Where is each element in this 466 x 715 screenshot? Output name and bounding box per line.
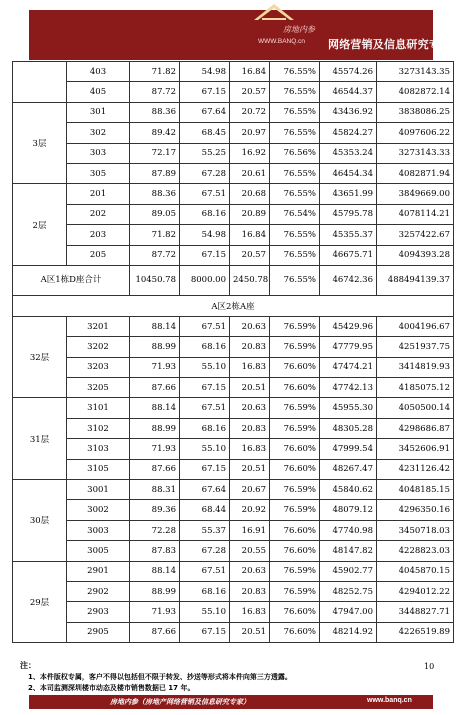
- cell-rate: 76.59%: [270, 500, 320, 520]
- cell-rate: 76.55%: [270, 245, 320, 265]
- table-row: [13, 245, 454, 265]
- cell-rate: 76.54%: [270, 204, 320, 224]
- cell-total: 4294012.22: [377, 581, 454, 601]
- unit-price-table: [12, 61, 454, 643]
- cell-price: 46544.37: [320, 82, 377, 102]
- table-row: [13, 418, 454, 438]
- cell-v1: 89.36: [130, 500, 180, 520]
- cell-price: 45955.30: [320, 398, 377, 418]
- cell-v2: 67.15: [180, 459, 230, 479]
- table-row: [13, 225, 454, 245]
- cell-rate: 76.59%: [270, 337, 320, 357]
- cell-rate: 76.55%: [270, 62, 320, 82]
- header-banner: [29, 10, 433, 60]
- room-number: 3102: [67, 418, 130, 438]
- cell-price: 48214.92: [320, 622, 377, 642]
- room-number: 3203: [67, 357, 130, 377]
- subtotal-v1: 10450.78: [130, 265, 180, 295]
- cell-v3: 16.91: [230, 520, 270, 540]
- note-line-1: 1、本件版权专属，客户不得以包括但不限于转发、抄送等形式将本件向第三方透露。: [28, 673, 292, 681]
- cell-v1: 72.17: [130, 143, 180, 163]
- cell-v2: 68.16: [180, 418, 230, 438]
- cell-rate: 76.60%: [270, 602, 320, 622]
- note-line-2: 2、本司监测深圳楼市动态及楼市销售数据已 17 年。: [28, 684, 195, 692]
- cell-rate: 76.55%: [270, 82, 320, 102]
- cell-price: 48305.28: [320, 418, 377, 438]
- room-number: 3002: [67, 500, 130, 520]
- cell-rate: 76.55%: [270, 123, 320, 143]
- cell-total: 3414819.93: [377, 357, 454, 377]
- table-row: [13, 163, 454, 183]
- cell-v1: 89.05: [130, 204, 180, 224]
- cell-total: 3273143.33: [377, 143, 454, 163]
- cell-v3: 20.57: [230, 245, 270, 265]
- cell-v1: 71.93: [130, 602, 180, 622]
- cell-v1: 88.14: [130, 398, 180, 418]
- cell-v2: 67.51: [180, 561, 230, 581]
- cell-v3: 20.51: [230, 378, 270, 398]
- floor-cell: 32层: [13, 316, 67, 398]
- cell-total: 3257422.67: [377, 225, 454, 245]
- table-row: [13, 581, 454, 601]
- cell-total: 3452606.91: [377, 439, 454, 459]
- subtotal-label: A区1栋D座合计: [13, 265, 130, 295]
- cell-total: 4078114.21: [377, 204, 454, 224]
- cell-v2: 68.45: [180, 123, 230, 143]
- cell-price: 47474.21: [320, 357, 377, 377]
- table-row: [13, 520, 454, 540]
- cell-price: 47947.00: [320, 602, 377, 622]
- table-row: [13, 541, 454, 561]
- cell-total: 3450718.03: [377, 520, 454, 540]
- cell-v1: 88.14: [130, 316, 180, 336]
- floor-cell: 31层: [13, 398, 67, 480]
- room-number: 403: [67, 62, 130, 82]
- section-title-row: [13, 295, 454, 316]
- cell-v1: 88.31: [130, 480, 180, 500]
- cell-v3: 16.92: [230, 143, 270, 163]
- cell-price: 45355.37: [320, 225, 377, 245]
- cell-v2: 67.64: [180, 480, 230, 500]
- room-number: 205: [67, 245, 130, 265]
- cell-total: 4045870.15: [377, 561, 454, 581]
- floor-cell: 30层: [13, 480, 67, 562]
- brand-name: 房地内参: [283, 25, 315, 34]
- room-number: 2902: [67, 581, 130, 601]
- cell-v3: 20.63: [230, 561, 270, 581]
- cell-v2: 67.28: [180, 163, 230, 183]
- cell-v1: 88.36: [130, 184, 180, 204]
- room-number: 2903: [67, 602, 130, 622]
- cell-v3: 20.61: [230, 163, 270, 183]
- cell-total: 4050500.14: [377, 398, 454, 418]
- cell-v1: 87.83: [130, 541, 180, 561]
- cell-rate: 76.55%: [270, 225, 320, 245]
- cell-v2: 55.10: [180, 439, 230, 459]
- footer-text: 房地内参（房地产网络营销及信息研究专家）: [110, 698, 250, 706]
- cell-v3: 20.92: [230, 500, 270, 520]
- room-number: 3001: [67, 480, 130, 500]
- cell-rate: 76.59%: [270, 561, 320, 581]
- cell-price: 47740.98: [320, 520, 377, 540]
- cell-price: 45353.24: [320, 143, 377, 163]
- room-number: 2905: [67, 622, 130, 642]
- cell-price: 45429.96: [320, 316, 377, 336]
- cell-rate: 76.59%: [270, 480, 320, 500]
- footer-url[interactable]: www.banq.cn: [367, 697, 412, 704]
- cell-rate: 76.60%: [270, 378, 320, 398]
- cell-v2: 68.16: [180, 337, 230, 357]
- cell-rate: 76.60%: [270, 357, 320, 377]
- brand-title: 网络营销及信息研究专家: [328, 38, 452, 51]
- cell-price: 45902.77: [320, 561, 377, 581]
- room-number: 3103: [67, 439, 130, 459]
- cell-v2: 67.15: [180, 245, 230, 265]
- subtotal-v3: 2450.78: [230, 265, 270, 295]
- table-row: [13, 500, 454, 520]
- cell-total: 4082872.14: [377, 82, 454, 102]
- table-row: [13, 561, 454, 581]
- cell-v3: 20.83: [230, 418, 270, 438]
- cell-rate: 76.59%: [270, 398, 320, 418]
- cell-total: 4004196.67: [377, 316, 454, 336]
- cell-v2: 68.44: [180, 500, 230, 520]
- cell-total: 3448827.71: [377, 602, 454, 622]
- cell-v1: 71.82: [130, 225, 180, 245]
- brand-url: WWW.BANQ.cn: [258, 38, 305, 45]
- cell-price: 48079.12: [320, 500, 377, 520]
- cell-rate: 76.60%: [270, 439, 320, 459]
- cell-v2: 67.15: [180, 622, 230, 642]
- cell-price: 45795.78: [320, 204, 377, 224]
- room-number: 303: [67, 143, 130, 163]
- cell-v3: 20.51: [230, 622, 270, 642]
- cell-price: 43436.92: [320, 102, 377, 122]
- table-row: [13, 378, 454, 398]
- table-row: [13, 143, 454, 163]
- cell-v3: 20.55: [230, 541, 270, 561]
- room-number: 202: [67, 204, 130, 224]
- cell-v2: 54.98: [180, 62, 230, 82]
- cell-v1: 71.93: [130, 439, 180, 459]
- cell-total: 3849669.00: [377, 184, 454, 204]
- floor-cell: 2层: [13, 184, 67, 266]
- room-number: 305: [67, 163, 130, 183]
- cell-rate: 76.59%: [270, 581, 320, 601]
- cell-v2: 55.37: [180, 520, 230, 540]
- cell-v3: 20.57: [230, 82, 270, 102]
- room-number: 301: [67, 102, 130, 122]
- cell-v1: 72.28: [130, 520, 180, 540]
- room-number: 3101: [67, 398, 130, 418]
- table-row: [13, 184, 454, 204]
- table-row: [13, 62, 454, 82]
- cell-v3: 20.72: [230, 102, 270, 122]
- table-row: [13, 622, 454, 642]
- cell-v3: 20.63: [230, 316, 270, 336]
- cell-total: 4082871.94: [377, 163, 454, 183]
- cell-v1: 87.72: [130, 82, 180, 102]
- cell-v3: 20.63: [230, 398, 270, 418]
- cell-price: 47779.95: [320, 337, 377, 357]
- cell-v1: 88.36: [130, 102, 180, 122]
- cell-v1: 88.99: [130, 581, 180, 601]
- cell-total: 3273143.35: [377, 62, 454, 82]
- cell-v2: 55.10: [180, 357, 230, 377]
- cell-rate: 76.56%: [270, 143, 320, 163]
- cell-total: 4185075.12: [377, 378, 454, 398]
- cell-v1: 89.42: [130, 123, 180, 143]
- cell-rate: 76.59%: [270, 418, 320, 438]
- room-number: 3105: [67, 459, 130, 479]
- cell-total: 4094393.28: [377, 245, 454, 265]
- cell-price: 48267.47: [320, 459, 377, 479]
- table-row: [13, 439, 454, 459]
- cell-v2: 54.98: [180, 225, 230, 245]
- cell-v1: 87.66: [130, 622, 180, 642]
- cell-rate: 76.55%: [270, 163, 320, 183]
- cell-v1: 87.66: [130, 378, 180, 398]
- cell-v3: 16.83: [230, 602, 270, 622]
- section-title: A区2栋A座: [13, 295, 454, 316]
- cell-v3: 20.97: [230, 123, 270, 143]
- cell-price: 43651.99: [320, 184, 377, 204]
- room-number: 3205: [67, 378, 130, 398]
- cell-rate: 76.60%: [270, 541, 320, 561]
- room-number: 3202: [67, 337, 130, 357]
- cell-rate: 76.60%: [270, 459, 320, 479]
- cell-v2: 67.28: [180, 541, 230, 561]
- table-row: [13, 398, 454, 418]
- cell-v2: 68.16: [180, 581, 230, 601]
- cell-price: 47742.13: [320, 378, 377, 398]
- cell-v3: 20.83: [230, 581, 270, 601]
- cell-v2: 67.51: [180, 316, 230, 336]
- cell-v2: 55.25: [180, 143, 230, 163]
- cell-v3: 16.83: [230, 439, 270, 459]
- cell-rate: 76.59%: [270, 316, 320, 336]
- cell-price: 45574.26: [320, 62, 377, 82]
- table-row: [13, 316, 454, 336]
- cell-price: 45840.62: [320, 480, 377, 500]
- cell-v3: 20.89: [230, 204, 270, 224]
- notes-title: 注：: [20, 661, 36, 670]
- cell-total: 4048185.15: [377, 480, 454, 500]
- cell-v2: 67.15: [180, 378, 230, 398]
- cell-v1: 71.82: [130, 62, 180, 82]
- table-row: [13, 204, 454, 224]
- cell-v1: 87.89: [130, 163, 180, 183]
- cell-v2: 68.16: [180, 204, 230, 224]
- table-row: [13, 480, 454, 500]
- table-row: [13, 82, 454, 102]
- cell-total: 4226519.89: [377, 622, 454, 642]
- cell-v3: 16.84: [230, 225, 270, 245]
- floor-cell: [13, 62, 67, 103]
- subtotal-rate: 76.55%: [270, 265, 320, 295]
- cell-rate: 76.55%: [270, 102, 320, 122]
- cell-total: 4231126.42: [377, 459, 454, 479]
- cell-v2: 67.51: [180, 184, 230, 204]
- cell-v3: 20.68: [230, 184, 270, 204]
- cell-rate: 76.60%: [270, 622, 320, 642]
- cell-rate: 76.60%: [270, 520, 320, 540]
- cell-total: 4097606.22: [377, 123, 454, 143]
- table-row: [13, 337, 454, 357]
- cell-v1: 87.72: [130, 245, 180, 265]
- subtotal-v2: 8000.00: [180, 265, 230, 295]
- table-row: [13, 459, 454, 479]
- subtotal-total: 488494139.37: [377, 265, 454, 295]
- cell-total: 4228823.03: [377, 541, 454, 561]
- room-number: 3003: [67, 520, 130, 540]
- cell-total: 3838086.25: [377, 102, 454, 122]
- cell-v1: 88.14: [130, 561, 180, 581]
- floor-cell: 29层: [13, 561, 67, 643]
- cell-v3: 20.83: [230, 337, 270, 357]
- room-number: 2901: [67, 561, 130, 581]
- cell-v1: 71.93: [130, 357, 180, 377]
- table-row: [13, 602, 454, 622]
- room-number: 203: [67, 225, 130, 245]
- cell-v3: 20.51: [230, 459, 270, 479]
- table-row: [13, 123, 454, 143]
- room-number: 302: [67, 123, 130, 143]
- cell-price: 46454.34: [320, 163, 377, 183]
- subtotal-row: [13, 265, 454, 295]
- cell-v1: 88.99: [130, 418, 180, 438]
- cell-price: 47999.54: [320, 439, 377, 459]
- cell-v3: 20.67: [230, 480, 270, 500]
- cell-total: 4296350.16: [377, 500, 454, 520]
- cell-v2: 67.15: [180, 82, 230, 102]
- room-number: 3201: [67, 316, 130, 336]
- cell-total: 4251937.75: [377, 337, 454, 357]
- room-number: 201: [67, 184, 130, 204]
- table-row: [13, 357, 454, 377]
- cell-v3: 16.83: [230, 357, 270, 377]
- cell-price: 45824.27: [320, 123, 377, 143]
- cell-price: 46675.71: [320, 245, 377, 265]
- room-number: 405: [67, 82, 130, 102]
- floor-cell: 3层: [13, 102, 67, 184]
- cell-total: 4298686.87: [377, 418, 454, 438]
- room-number: 3005: [67, 541, 130, 561]
- table-row: [13, 102, 454, 122]
- cell-v2: 67.51: [180, 398, 230, 418]
- page-number: 10: [424, 662, 435, 671]
- cell-v2: 55.10: [180, 602, 230, 622]
- cell-v2: 67.64: [180, 102, 230, 122]
- cell-v3: 16.84: [230, 62, 270, 82]
- cell-v1: 88.99: [130, 337, 180, 357]
- cell-price: 48252.75: [320, 581, 377, 601]
- cell-rate: 76.55%: [270, 184, 320, 204]
- cell-v1: 87.66: [130, 459, 180, 479]
- subtotal-price: 46742.36: [320, 265, 377, 295]
- cell-price: 48147.82: [320, 541, 377, 561]
